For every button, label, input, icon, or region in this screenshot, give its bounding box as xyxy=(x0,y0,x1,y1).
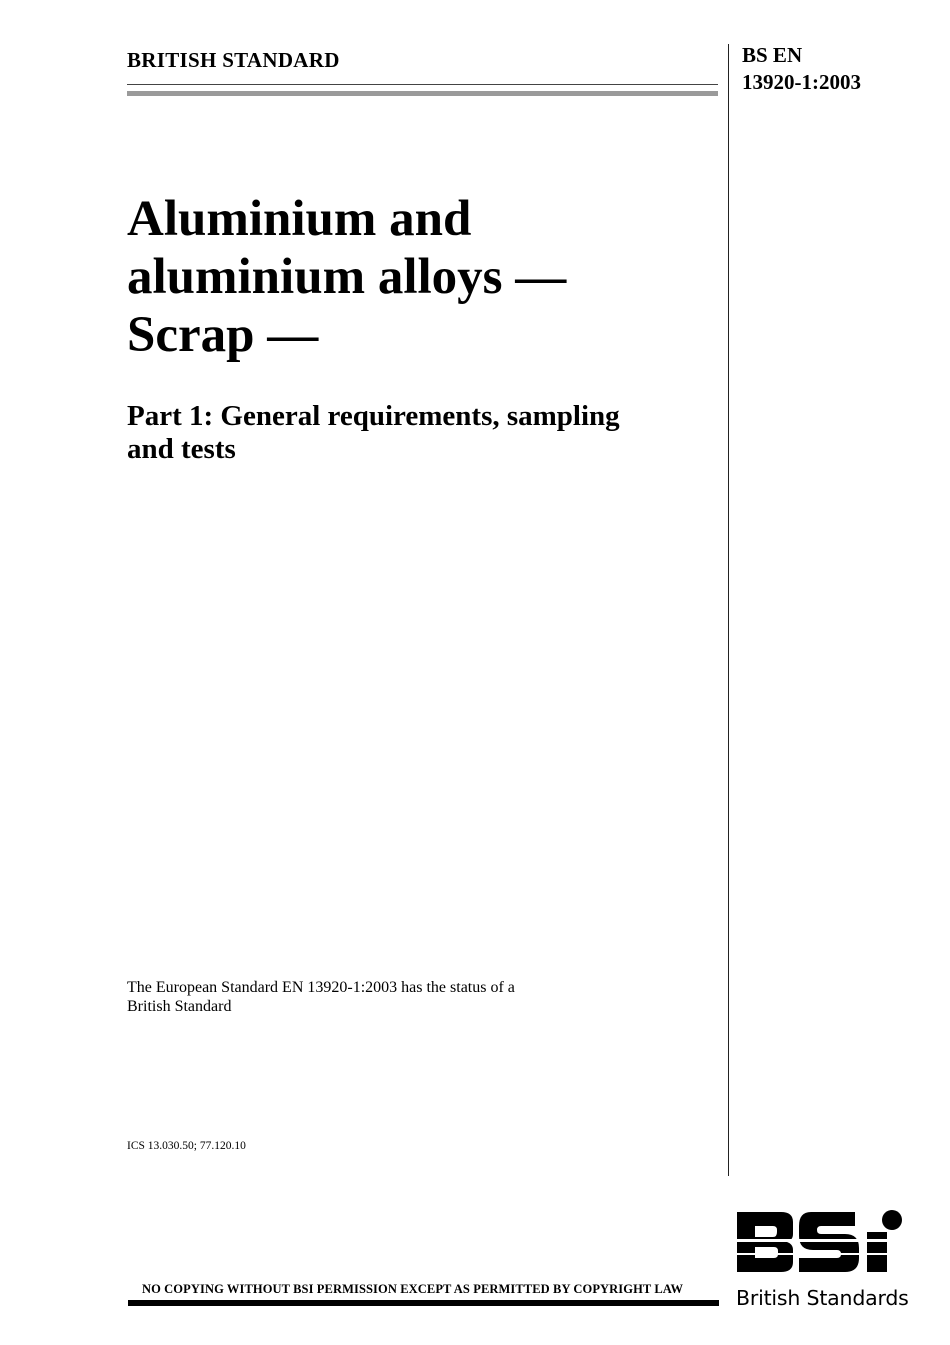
bsi-tagline: British Standards xyxy=(736,1286,909,1310)
title-line3: Scrap — xyxy=(127,307,319,363)
title-line1: Aluminium and xyxy=(127,191,472,247)
copyright-notice: NO COPYING WITHOUT BSI PERMISSION EXCEPT AS PERMITTED BY COPYRIGHT LAW xyxy=(142,1282,684,1296)
ics-codes: ICS 13.030.50; 77.120.10 xyxy=(127,1140,246,1152)
status-statement xyxy=(127,978,515,1016)
footer-rule xyxy=(128,1300,719,1306)
standard-number-line1: BS EN xyxy=(742,43,803,67)
part-title xyxy=(127,400,727,466)
status-line2: British Standard xyxy=(127,998,232,1015)
title-line2: aluminium alloys — xyxy=(127,249,567,305)
vertical-divider xyxy=(728,44,729,1176)
status-line1: The European Standard EN 13920-1:2003 has the status of a xyxy=(127,979,515,996)
part-title-line2: and tests xyxy=(127,433,236,465)
header-rule-thin xyxy=(127,84,718,85)
bsi-logo-mark xyxy=(737,1210,905,1274)
standard-number-line2: 13920-1:2003 xyxy=(742,70,861,94)
part-title-line1: Part 1: General requirements, sampling xyxy=(127,400,620,432)
header-rule-thick xyxy=(127,91,718,96)
document-title xyxy=(127,190,707,364)
standard-number xyxy=(742,42,861,96)
document-type-label: BRITISH STANDARD xyxy=(127,48,340,72)
